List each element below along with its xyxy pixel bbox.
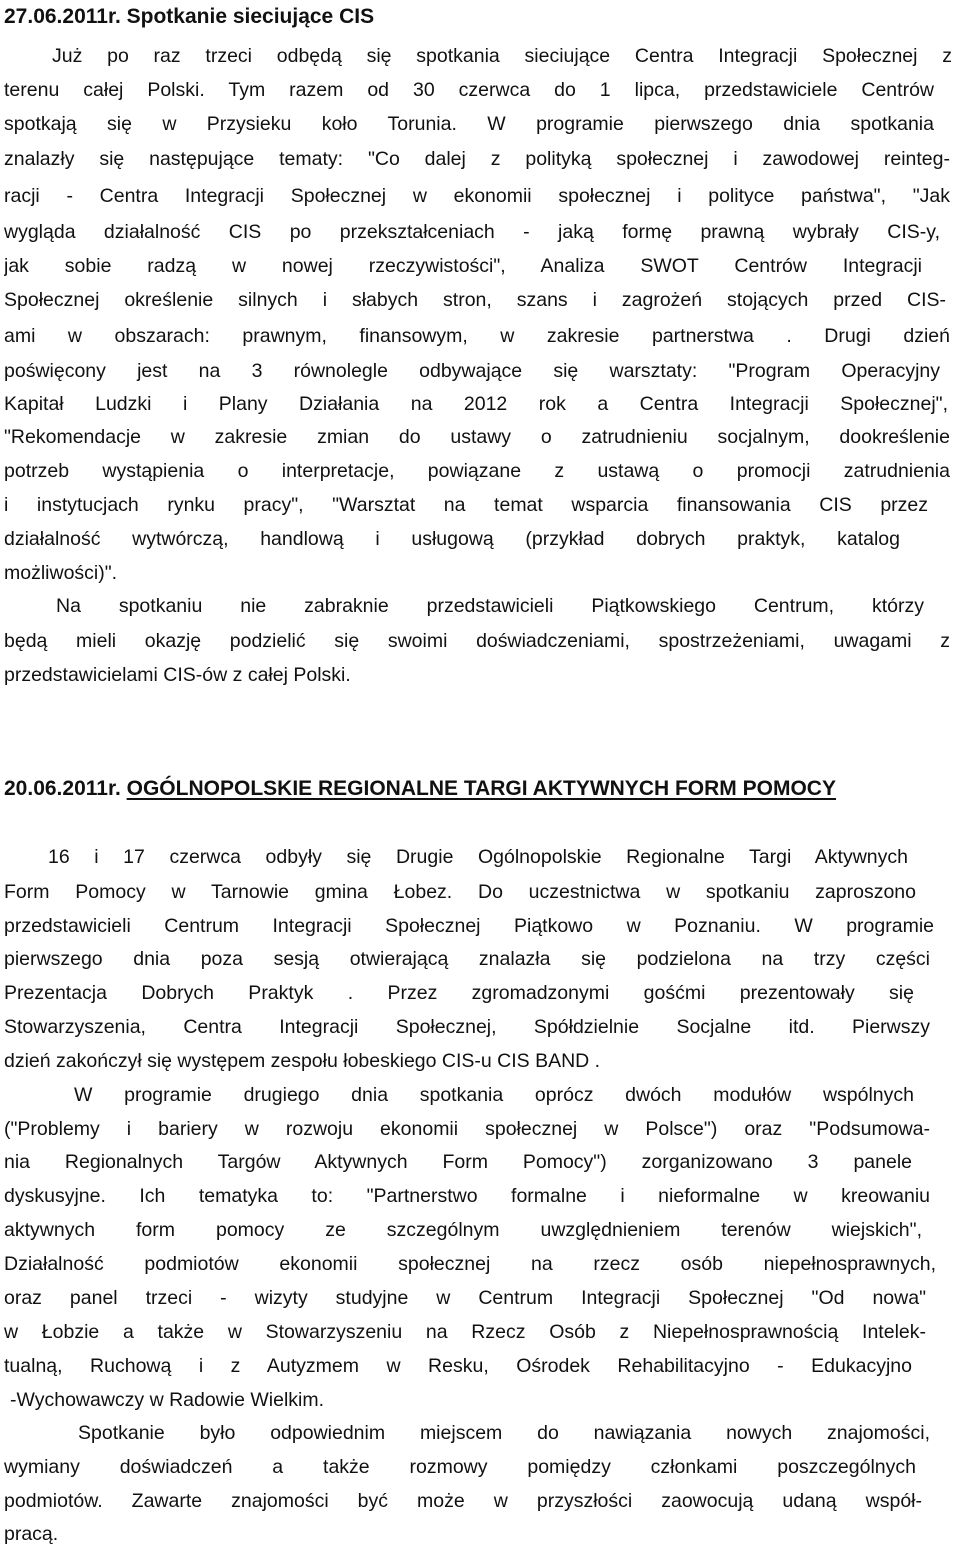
article-date: 20.06.2011r. xyxy=(4,777,121,800)
article-text-line: oraz panel trzeci - wizyty studyjne w Centrum Integracji Społecznej "Od nowa" xyxy=(4,1287,926,1309)
article-text-line: dyskusyjne. Ich tematyka to: "Partnerstwo formalne i nieformalne w kreowaniu xyxy=(4,1185,930,1207)
article-text-line: Form Pomocy w Tarnowie gmina Łobez. Do uczestnictwa w spotkaniu zaproszono xyxy=(4,881,916,903)
article-text-line: Stowarzyszenia, Centra Integracji Społecznej, Spółdzielnie Socjalne itd. Pierwszy xyxy=(4,1016,930,1038)
article-heading xyxy=(4,776,836,802)
article-text-line: w Łobzie a także w Stowarzyszeniu na Rzecz Osób z Niepełnosprawnością Intelek- xyxy=(4,1321,926,1343)
article-text-line: Kapitał Ludzki i Plany Działania na 2012 rok a Centra Integracji Społecznej", xyxy=(4,393,948,415)
article-text-line: pierwszego dnia poza sesją otwierającą znalazła się podzielona na trzy części xyxy=(4,948,930,970)
article-title: Spotkanie sieciujące CIS xyxy=(126,5,375,28)
article-text-line: racji - Centra Integracji Społecznej w ekonomii społecznej i polityce państwa", "Jak xyxy=(4,185,950,207)
article-text-line: ami w obszarach: prawnym, finansowym, w zakresie partnerstwa . Drugi dzień xyxy=(4,325,950,347)
article-text-line: przedstawicielami CIS-ów z całej Polski. xyxy=(4,664,351,686)
article-text-line: tualną, Ruchową i z Autyzmem w Resku, Ośrodek Rehabilitacyjno - Edukacyjno xyxy=(4,1355,912,1377)
article-text-line: Działalność podmiotów ekonomii społecznej na rzecz osób niepełnosprawnych, xyxy=(4,1253,936,1275)
article-text-line: 16 i 17 czerwca odbyły się Drugie Ogólnopolskie Regionalne Targi Aktywnych xyxy=(48,846,908,868)
article-text-line: jak sobie radzą w nowej rzeczywistości", Analiza SWOT Centrów Integracji xyxy=(4,255,922,277)
article-text-line: wygląda działalność CIS po przekształceniach - jaką formę prawną wybrały CIS-y, xyxy=(4,221,940,243)
article-text-line: W programie drugiego dnia spotkania oprócz dwóch modułów wspólnych xyxy=(74,1084,914,1106)
article-text-line: pracą. xyxy=(4,1523,59,1545)
article-text-line: przedstawicieli Centrum Integracji Społecznej Piątkowo w Poznaniu. W programie xyxy=(4,915,934,937)
article-text-line: możliwości)". xyxy=(4,562,118,584)
article-text-line: ("Problemy i bariery w rozwoju ekonomii społecznej w Polsce") oraz "Podsumowa- xyxy=(4,1118,930,1140)
article-text-line: Prezentacja Dobrych Praktyk . Przez zgromadzonymi gośćmi prezentowały się xyxy=(4,982,914,1004)
article-text-line: nia Regionalnych Targów Aktywnych Form Pomocy") zorganizowano 3 panele xyxy=(4,1151,912,1173)
article-date: 27.06.2011r. xyxy=(4,5,121,28)
article-text-line: Już po raz trzeci odbędą się spotkania sieciujące Centra Integracji Społecznej z xyxy=(52,45,952,67)
article-text-line: znalazły się następujące tematy: "Co dalej z polityką społecznej i zawodowej reinteg- xyxy=(4,148,950,170)
article-text-line: Społecznej określenie silnych i słabych stron, szans i zagrożeń stojących przed CIS- xyxy=(4,289,946,311)
article-text-line: będą mieli okazję podzielić się swoimi doświadczeniami, spostrzeżeniami, uwagami z xyxy=(4,630,950,652)
article-heading xyxy=(4,4,374,30)
article-text-line: Na spotkaniu nie zabraknie przedstawicieli Piątkowskiego Centrum, którzy xyxy=(56,595,924,617)
article-text-line: dzień zakończył się występem zespołu łobeskiego CIS-u CIS BAND . xyxy=(4,1050,601,1072)
article-text-line: podmiotów. Zawarte znajomości być może w przyszłości zaowocują udaną współ- xyxy=(4,1490,922,1512)
article-text-line: działalność wytwórczą, handlową i usługową (przykład dobrych praktyk, katalog xyxy=(4,528,900,550)
article-text-line: "Rekomendacje w zakresie zmian do ustawy o zatrudnieniu socjalnym, dookreślenie xyxy=(4,426,950,448)
article-text-line: poświęcony jest na 3 równolegle odbywające się warsztaty: "Program Operacyjny xyxy=(4,360,940,382)
article-text-line: wymiany doświadczeń a także rozmowy pomiędzy członkami poszczególnych xyxy=(4,1456,916,1478)
article-text-line: spotkają się w Przysieku koło Torunia. W programie pierwszego dnia spotkania xyxy=(4,113,934,135)
article-text-line: Spotkanie było odpowiednim miejscem do nawiązania nowych znajomości, xyxy=(78,1422,930,1444)
article-text-line: potrzeb wystąpienia o interpretacje, powiązane z ustawą o promocji zatrudnienia xyxy=(4,460,950,482)
article-text-line: -Wychowawczy w Radowie Wielkim. xyxy=(10,1389,325,1411)
article-text-line: terenu całej Polski. Tym razem od 30 czerwca do 1 lipca, przedstawiciele Centrów xyxy=(4,79,934,101)
article-text-line: aktywnych form pomocy ze szczególnym uwzględnieniem terenów wiejskich", xyxy=(4,1219,922,1241)
article-text-line: i instytucjach rynku pracy", "Warsztat na temat wsparcia finansowania CIS przez xyxy=(4,494,928,516)
article-title: OGÓLNOPOLSKIE REGIONALNE TARGI AKTYWNYCH FORM POMOCY xyxy=(126,777,836,800)
